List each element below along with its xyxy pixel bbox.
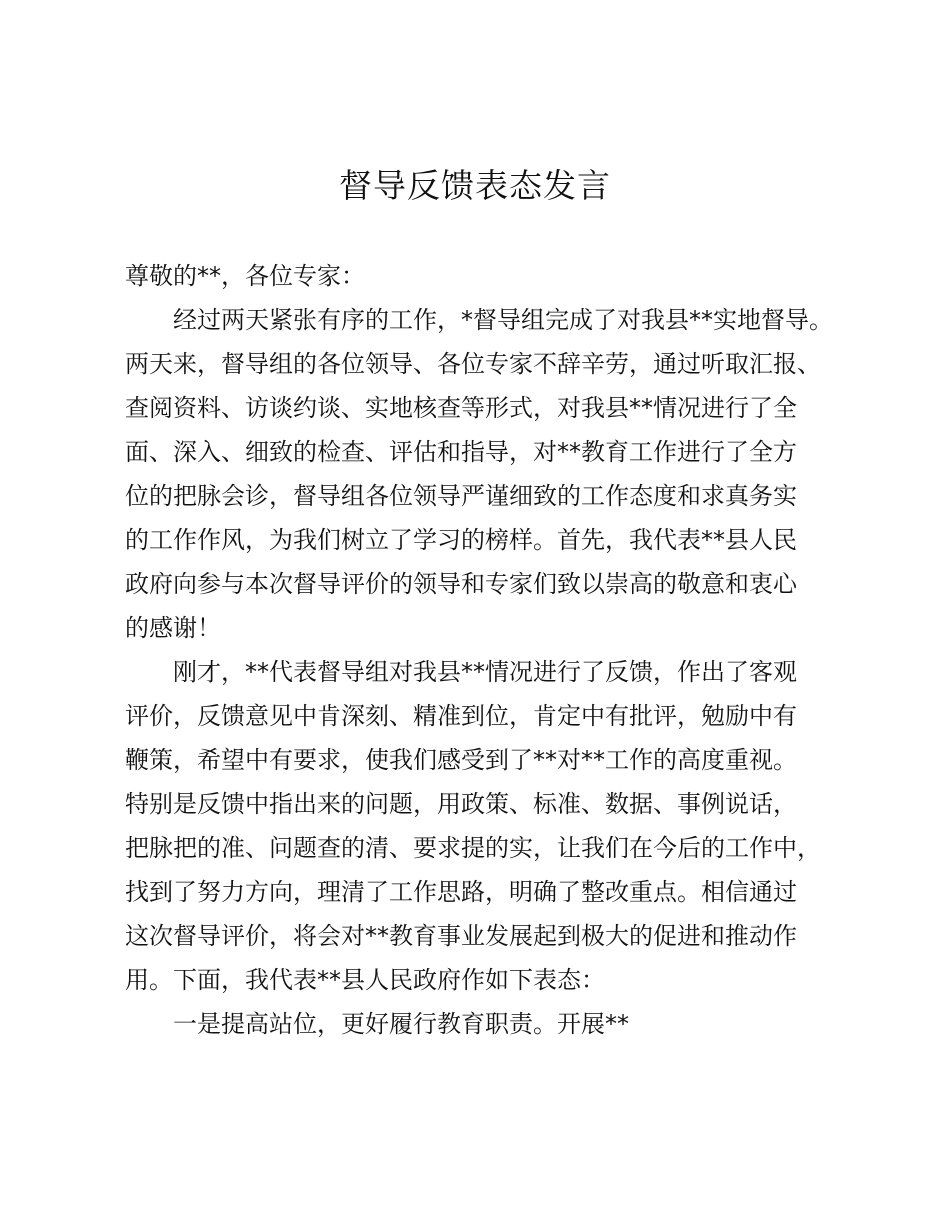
- page-title: 督导反馈表态发言: [339, 166, 611, 205]
- text-line: 把脉把的准、问题查的清、要求提的实，让我们在今后的工作中，: [125, 834, 821, 862]
- text-line: 一是提高站位，更好履行教育职责。开展**: [173, 1010, 629, 1038]
- text-line: 的感谢！: [125, 614, 221, 642]
- text-line: 鞭策，希望中有要求，使我们感受到了**对**工作的高度重视。: [125, 746, 797, 774]
- text-line: 用。下面，我代表**县人民政府作如下表态：: [125, 966, 605, 994]
- text-line: 找到了努力方向，理清了工作思路，明确了整改重点。相信通过: [125, 878, 797, 906]
- text-line: 查阅资料、访谈约谈、实地核查等形式，对我县**情况进行了全: [125, 394, 797, 422]
- text-line: 面、深入、细致的检查、评估和指导，对**教育工作进行了全方: [125, 438, 797, 466]
- text-line: 特别是反馈中指出来的问题，用政策、标准、数据、事例说话，: [125, 790, 797, 818]
- text-line: 位的把脉会诊，督导组各位领导严谨细致的工作态度和求真务实: [125, 482, 797, 510]
- text-line: 两天来，督导组的各位领导、各位专家不辞辛劳，通过听取汇报、: [125, 350, 821, 378]
- text-line: 这次督导评价，将会对**教育事业发展起到极大的促进和推动作: [125, 922, 797, 950]
- text-line: 刚才，**代表督导组对我县**情况进行了反馈，作出了客观: [173, 658, 797, 686]
- text-line: 评价，反馈意见中肯深刻、精准到位，肯定中有批评，勉励中有: [125, 702, 797, 730]
- text-line: 的工作作风，为我们树立了学习的榜样。首先，我代表**县人民: [125, 526, 797, 554]
- salutation: 尊敬的**，各位专家：: [125, 262, 365, 290]
- text-line: 政府向参与本次督导评价的领导和专家们致以崇高的敬意和衷心: [125, 570, 797, 598]
- text-line: 经过两天紧张有序的工作，*督导组完成了对我县**实地督导。: [173, 306, 833, 334]
